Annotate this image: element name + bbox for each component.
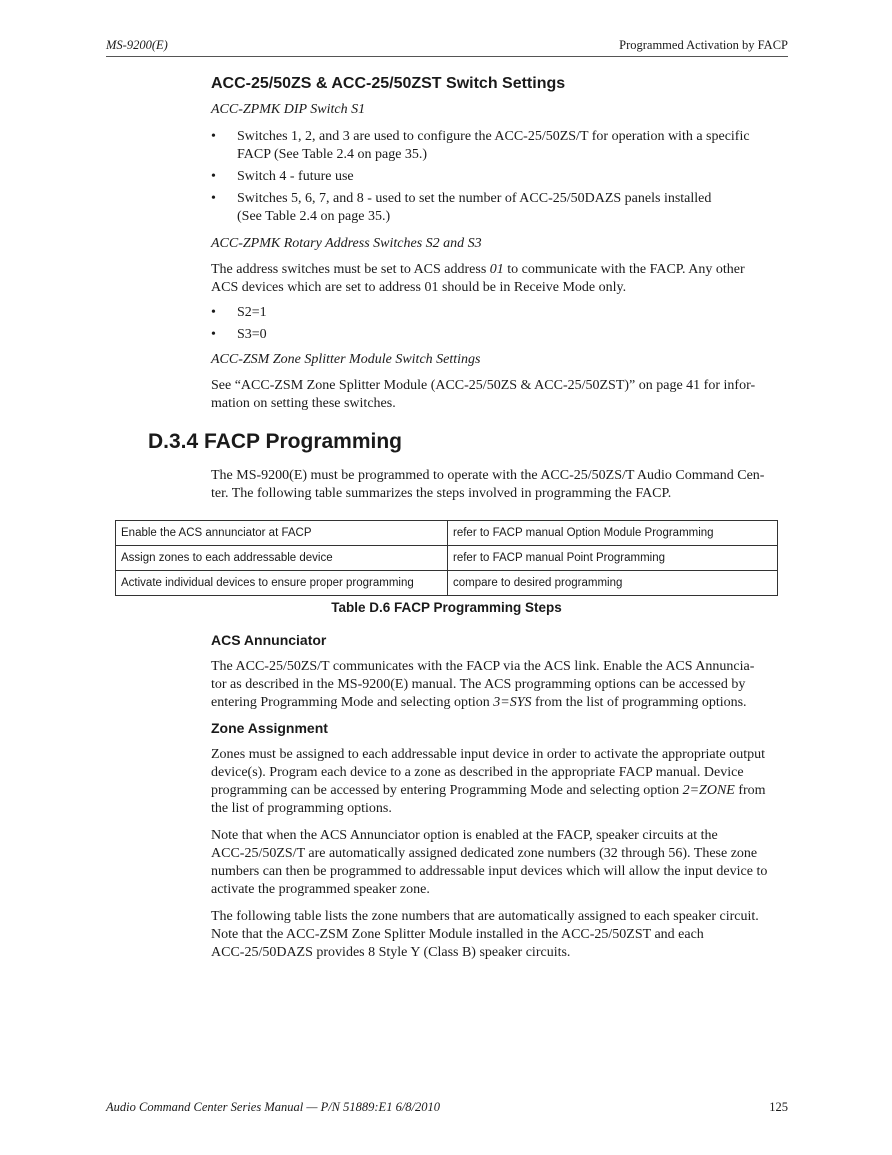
list-item: • S2=1 [211, 304, 787, 322]
rotary-paragraph: The address switches must be set to ACS address 01 to communicate with the FACP. Any other ACS devices which are set to address 01 should be in Receive Mode only. [211, 262, 745, 295]
table-cell-step: Assign zones to each addressable device [116, 546, 448, 571]
zsm-paragraph: See “ACC-ZSM Zone Splitter Module (ACC-25/50ZS & ACC-25/50ZST)” on page 41 for infor- mation on setting these switches. [211, 378, 756, 411]
intro-paragraph: The MS-9200(E) must be programmed to operate with the ACC-25/50ZS/T Audio Command Cen- ter. The following table summarizes the steps involved in programming the FACP. [211, 468, 765, 501]
page-number: 125 [769, 1100, 788, 1114]
facp-intro [211, 467, 787, 503]
rotary-switch-list [211, 304, 787, 344]
zone-paragraph-2: Note that when the ACS Annunciator option is enabled at the FACP, speaker circuits at the ACC-25/50ZS/T are automatically assigned dedicated zone numbers (32 through 56). These zone numbers can then be programmed to addressable input devices which will allow the input device to activate the programmed speaker zone. [211, 828, 768, 897]
header-doc-id: MS-9200(E) [106, 38, 168, 52]
zone-paragraph-1: Zones must be assigned to each addressable input device in order to activate the appropriate output device(s). Program each device to a zone as described in the appropriate FACP manual. Device programming can be accessed by entering Programming Mode and selecting option 2=ZONE from the list of programming options. [211, 747, 766, 816]
list-item: • Switches 1, 2, and 3 are used to configure the ACC-25/50ZS/T for operation with a specific FACP (See Table 2.4 on page 35.) [211, 128, 787, 164]
list-item: • Switch 4 - future use [211, 168, 787, 186]
facp-programming-table [115, 520, 778, 596]
page-header [106, 38, 788, 57]
facp-programming-heading: D.3.4 FACP Programming [148, 430, 403, 453]
footer-manual-title: Audio Command Center Series Manual — P/N 51889:E1 6/8/2010 [106, 1100, 441, 1114]
zone-assignment-section [211, 720, 787, 962]
table-cell-ref: refer to FACP manual Point Programming [448, 546, 778, 571]
table-row [116, 546, 778, 571]
table-row [116, 571, 778, 596]
acs-heading: ACS Annunciator [211, 632, 327, 648]
acs-paragraph: The ACC-25/50ZS/T communicates with the FACP via the ACS link. Enable the ACS Annuncia- tor as described in the MS-9200(E) manual. The ACS programming options can be accessed by entering Programming Mode and selecting option 3=SYS from the list of programming options. [211, 659, 755, 710]
dip-switch-list [211, 128, 787, 226]
acs-annunciator-section [211, 632, 787, 712]
table-cell-ref: compare to desired programming [448, 571, 778, 596]
list-item: • S3=0 [211, 326, 787, 344]
table-cell-ref: refer to FACP manual Option Module Programming [448, 521, 778, 546]
table-caption: Table D.6 FACP Programming Steps [331, 600, 562, 615]
rotary-switch-subtitle: ACC-ZPMK Rotary Address Switches S2 and S3 [211, 236, 482, 251]
dip-switch-subtitle: ACC-ZPMK DIP Switch S1 [211, 102, 366, 117]
header-chapter: Programmed Activation by FACP [619, 38, 788, 52]
switch-settings-section [211, 75, 787, 413]
zone-paragraph-3: The following table lists the zone numbers that are automatically assigned to each speaker circuit. Note that the ACC-ZSM Zone Splitter Module installed in the ACC-25/50ZST and each ACC-25/50DAZS provides 8 Style Y (Class B) speaker circuits. [211, 909, 759, 960]
table-cell-step: Enable the ACS annunciator at FACP [116, 521, 448, 546]
zsm-subtitle: ACC-ZSM Zone Splitter Module Switch Settings [211, 352, 481, 367]
table-row [116, 521, 778, 546]
list-item: • Switches 5, 6, 7, and 8 - used to set the number of ACC-25/50DAZS panels installed (See Table 2.4 on page 35.) [211, 190, 787, 226]
section-title: ACC-25/50ZS & ACC-25/50ZST Switch Settings [211, 75, 566, 92]
zone-heading: Zone Assignment [211, 720, 328, 736]
table-cell-step: Activate individual devices to ensure proper programming [116, 571, 448, 596]
